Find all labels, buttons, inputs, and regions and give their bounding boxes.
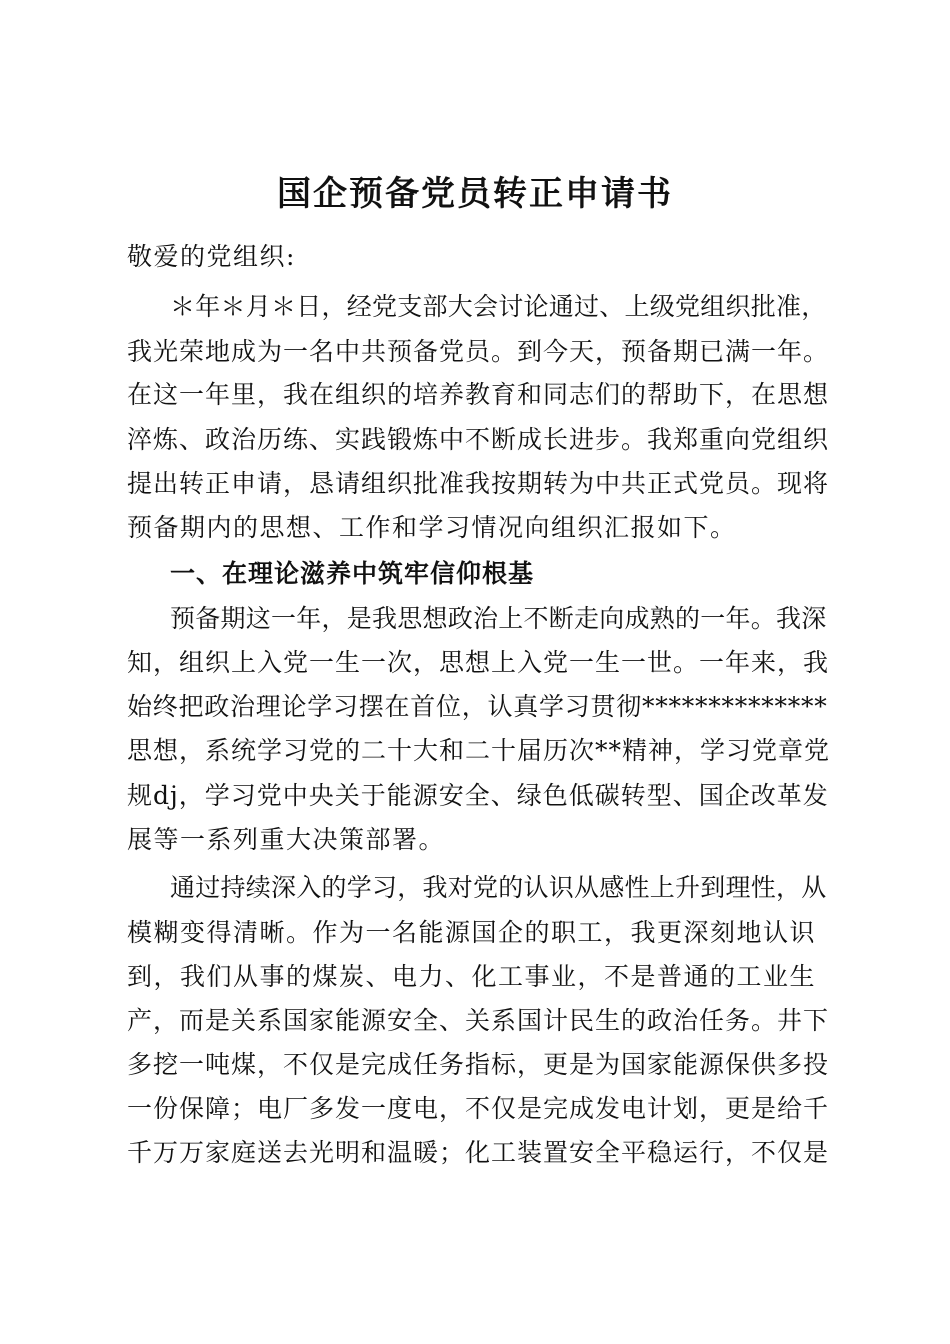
paragraph-line: 思想，系统学习党的二十大和二十届历次**精神，学习党章党 <box>127 736 831 765</box>
paragraph-line: 模糊变得清晰。作为一名能源国企的职工，我更深刻地认识 <box>127 918 817 947</box>
paragraph-line: 到，我们从事的煤炭、电力、化工事业，不是普通的工业生 <box>127 962 817 991</box>
paragraph-line: 淬炼、政治历练、实践锻炼中不断成长进步。我郑重向党组织 <box>127 425 830 454</box>
paragraph-line: 预备期内的思想、工作和学习情况向组织汇报如下。 <box>127 513 737 542</box>
paragraph-line: 知，组织上入党一生一次，思想上入党一生一世。一年来，我 <box>127 648 830 677</box>
paragraph-line: 产，而是关系国家能源安全、关系国计民生的政治任务。井下 <box>127 1006 830 1035</box>
salutation: 敬爱的党组织: <box>127 242 296 271</box>
paragraph-line: 通过持续深入的学习，我对党的认识从感性上升到理性，从 <box>170 873 827 902</box>
section-heading: 一、在理论滋养中筑牢信仰根基 <box>170 559 535 588</box>
paragraph-line: 提出转正申请，恳请组织批准我按期转为中共正式党员。现将 <box>127 469 830 498</box>
paragraph-line: 展等一系列重大决策部署。 <box>127 825 446 854</box>
paragraph-line: 在这一年里，我在组织的培养教育和同志们的帮助下，在思想 <box>127 380 830 409</box>
paragraph-line: 预备期这一年，是我思想政治上不断走向成熟的一年。我深 <box>170 604 827 633</box>
paragraph-line: 我光荣地成为一名中共预备党员。到今天，预备期已满一年。 <box>127 337 830 366</box>
paragraph-line: 始终把政治理论学习摆在首位，认真学习贯彻************** <box>127 692 828 721</box>
document-title: 国企预备党员转正申请书 <box>277 174 673 214</box>
paragraph-line: 规dj，学习党中央关于能源安全、绿色低碳转型、国企改革发 <box>127 781 829 810</box>
paragraph-line: 一份保障；电厂多发一度电，不仅是完成发电计划，更是给千 <box>127 1094 830 1123</box>
paragraph-line: ＊年＊月＊日，经党支部大会讨论通过、上级党组织批准， <box>170 292 827 321</box>
paragraph-line: 多挖一吨煤，不仅是完成任务指标，更是为国家能源保供多投 <box>127 1050 830 1079</box>
paragraph-line: 千万万家庭送去光明和温暖；化工装置安全平稳运行，不仅是 <box>127 1138 830 1167</box>
